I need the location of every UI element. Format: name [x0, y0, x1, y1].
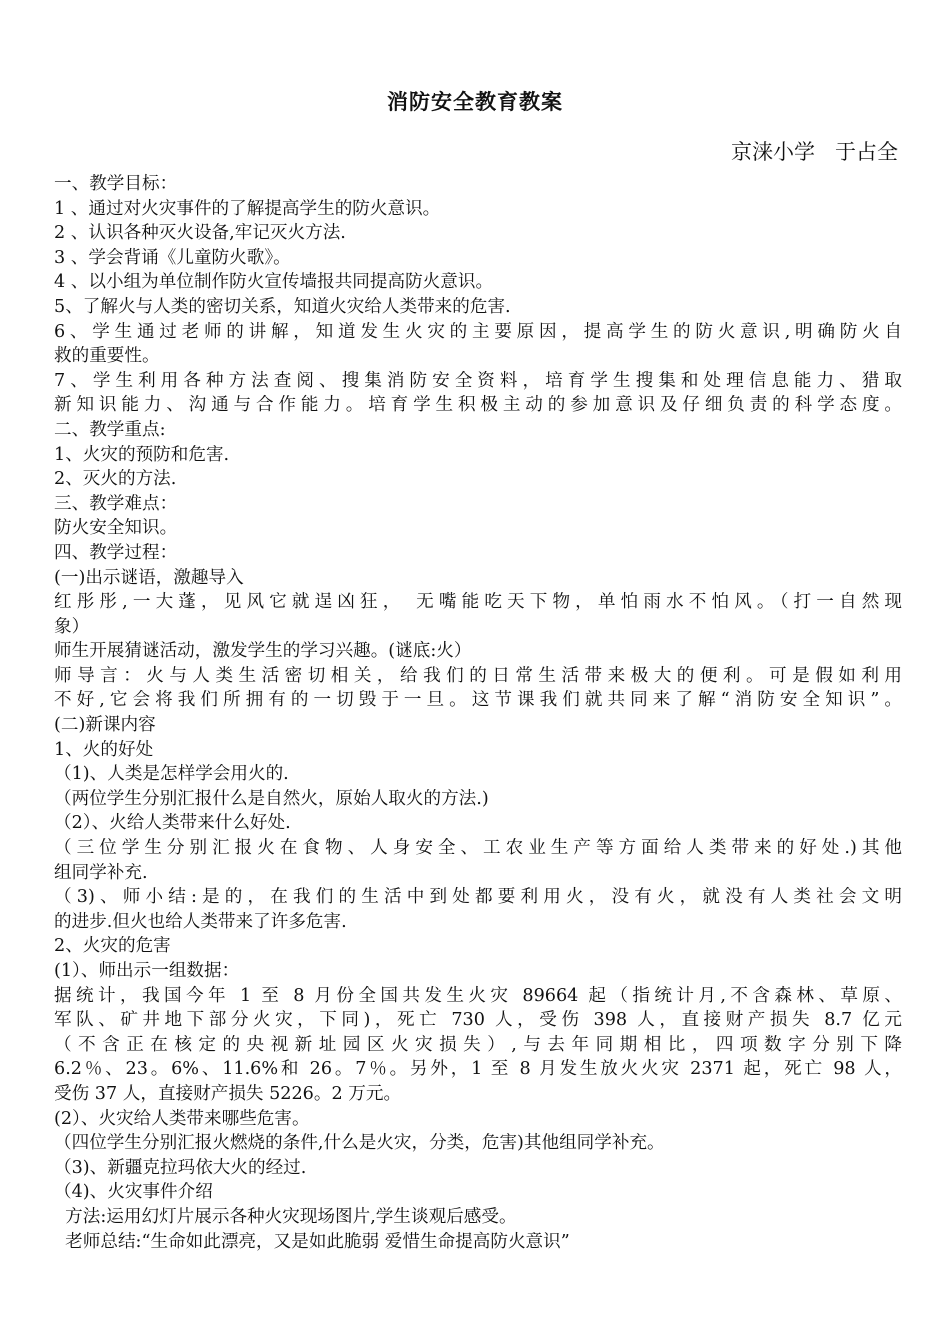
text-line: 二、教学重点: [54, 419, 166, 440]
text-line: (一)出示谜语，激趣导入 [54, 567, 244, 588]
text-line: 老师总结:“生命如此漂亮，又是如此脆弱 爱惜生命提高防火意识” [54, 1231, 570, 1252]
text-line: （不含正在核定的央视新址园区火灾损失）,与去年同期相比，四项数字分别下降 [54, 1034, 902, 1055]
text-line: 4 、以小组为单位制作防火宣传墙报共同提高防火意识。 [54, 272, 494, 293]
text-line: （4)、火灾事件介绍 [54, 1182, 213, 1203]
text-line: 5、了解火与人类的密切关系，知道火灾给人类带来的危害. [54, 296, 511, 317]
text-line: 救的重要性。 [54, 346, 160, 367]
text-line: 6、学生通过老师的讲解，知道发生火灾的主要原因，提高学生的防火意识,明确防火自 [54, 321, 902, 342]
text-line: 新知识能力、沟通与合作能力。培育学生积极主动的参加意识及仔细负责的科学态度。 [54, 395, 902, 416]
document-body [54, 172, 902, 1254]
author-line: 京涞小学 于占全 [730, 140, 898, 164]
text-line: （3)、师小结:是的，在我们的生活中到处都要利用火，没有火，就没有人类社会文明 [54, 887, 902, 908]
text-line: 组同学补充. [54, 862, 148, 883]
text-line: 一、教学目标： [54, 174, 178, 194]
text-line: 2 、认识各种灭火设备,牢记灭火方法. [54, 223, 346, 244]
text-line: 1 、通过对火灾事件的了解提高学生的防火意识。 [54, 198, 441, 219]
text-line: （2）、火给人类带来什么好处. [54, 813, 291, 834]
text-line: 三、教学难点： [54, 493, 178, 514]
text-line: (2）、火灾给人类带来哪些危害。 [54, 1108, 310, 1129]
text-line: 7、学生利用各种方法查阅、搜集消防安全资料，培育学生搜集和处理信息能力、猎取 [54, 370, 902, 391]
text-line: （两位学生分别汇报什么是自然火，原始人取火的方法.) [54, 788, 489, 809]
text-line: 方法:运用幻灯片展示各种火灾现场图片,学生谈观后感受。 [54, 1206, 517, 1227]
text-line: 红彤彤,一大蓬，见风它就逞凶狂， 无嘴能吃天下物，单怕雨水不怕风。（打一自然现 [54, 592, 902, 613]
text-line: （四位学生分别汇报火燃烧的条件,什么是火灾，分类，危害)其他组同学补充。 [54, 1133, 665, 1154]
text-line: 据统计，我国今年 1 至 8 月份全国共发生火灾 89664 起（指统计月,不含森林、草原、 [54, 985, 902, 1006]
text-line: (二)新课内容 [54, 715, 156, 736]
text-line: （1)、人类是怎样学会用火的. [54, 764, 289, 785]
text-line: 2、灭火的方法. [54, 469, 177, 490]
text-line: 师导言：火与人类生活密切相关，给我们的日常生活带来极大的便利。可是假如利用 [54, 665, 902, 686]
text-line: 受伤 37 人，直接财产损失 5226。2 万元。 [54, 1083, 402, 1104]
page-title: 消防安全教育教案 [387, 89, 563, 114]
text-line: 1、火的好处 [54, 739, 154, 760]
text-line: 四、教学过程： [54, 542, 178, 563]
text-line: 不好,它会将我们所拥有的一切毁于一旦。这节课我们就共同来了解“消防安全知识”。 [54, 690, 902, 711]
text-line: 2、火灾的危害 [54, 936, 171, 957]
text-line: 防火安全知识。 [54, 518, 178, 539]
text-line: 3 、学会背诵《儿童防火歌》。 [54, 247, 291, 268]
text-line: 1、火灾的预防和危害. [54, 444, 230, 465]
text-line: 6.2％、23。6%、11.6%和 26。7％。另外，1 至 8 月发生放火火灾 2371 起，死亡 98 人， [54, 1059, 902, 1080]
text-line: (1）、师出示一组数据： [54, 961, 240, 981]
text-line: 象） [54, 616, 90, 637]
text-line: 军队、矿井地下部分火灾，下同)，死亡 730 人，受伤 398 人，直接财产损失 8.7 亿元 [54, 1010, 902, 1031]
text-line: 师生开展猜谜活动，激发学生的学习兴趣。(谜底:火） [54, 641, 472, 662]
text-line: （3)、新疆克拉玛依大火的经过. [54, 1157, 307, 1178]
text-line: （三位学生分别汇报火在食物、人身安全、工农业生产等方面给人类带来的好处.)其他 [54, 838, 902, 859]
text-line: 的进步.但火也给人类带来了许多危害. [54, 911, 347, 932]
